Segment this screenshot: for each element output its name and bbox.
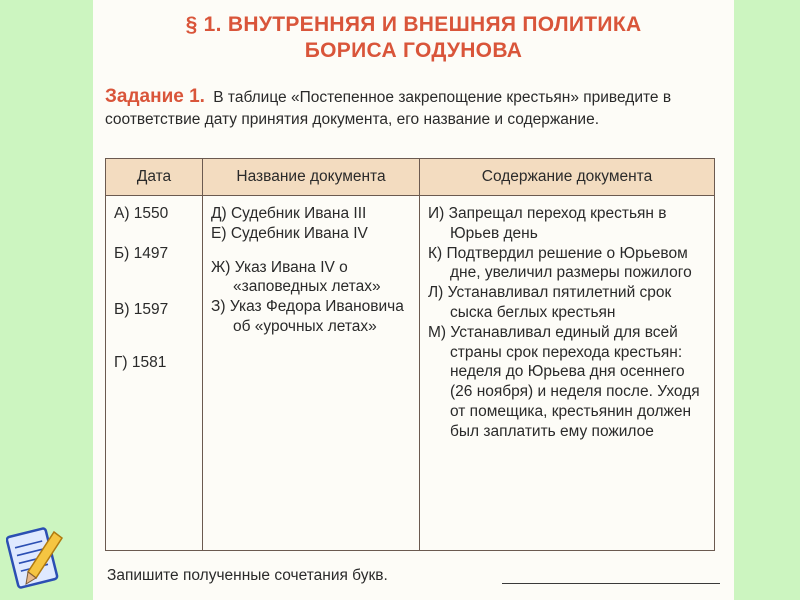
name-item <box>211 258 413 298</box>
name-item <box>211 297 413 337</box>
answer-line[interactable] <box>502 583 720 584</box>
name-text: Судебник Ивана III <box>230 205 367 222</box>
name-text: Указ Ивана IV о «заповедных летах» <box>233 258 381 296</box>
name-letter: Е) <box>211 224 227 242</box>
dates-column <box>106 196 203 551</box>
date-item: А) 1550 <box>114 205 169 222</box>
content-letter: Л) <box>428 284 444 302</box>
table-body-row <box>106 196 715 551</box>
heading-line-2: БОРИСА ГОДУНОВА <box>304 39 523 62</box>
name-letter: З) <box>211 298 226 316</box>
name-item <box>211 204 413 224</box>
content-item <box>428 323 708 442</box>
content-text: Запрещал переход крестьян в Юрьев день <box>448 205 667 242</box>
footer-instruction <box>107 567 388 585</box>
name-letter: Д) <box>211 205 227 222</box>
content-letter: И) <box>428 205 445 222</box>
content-text: Подтвердил решение о Юрьевом дне, увеличил размеры пожилого <box>446 244 692 282</box>
contents-column <box>420 196 715 551</box>
task-text: В таблице «Постепенное закрепощение крестьян» приведите в соответствие дату принятия документа, его название и содержание. <box>105 89 672 128</box>
table-header-row <box>106 159 715 196</box>
footer-text: Запишите полученные сочетания букв. <box>107 567 388 584</box>
notepad-pencil-icon <box>6 522 70 594</box>
heading-line-1: § 1. ВНУТРЕННЯЯ И ВНЕШНЯЯ ПОЛИТИКА <box>185 13 642 36</box>
date-item: Г) 1581 <box>114 354 167 372</box>
names-column <box>203 196 420 551</box>
content-text: Устанавливал пятилетний срок сыска беглых крестьян <box>447 284 672 321</box>
content-item <box>428 244 708 284</box>
task-label: Задание 1. <box>105 86 205 107</box>
section-heading <box>93 12 734 64</box>
matching-table <box>105 158 715 551</box>
header-date: Дата <box>106 159 203 196</box>
name-letter: Ж) <box>211 258 231 276</box>
content-letter: М) <box>428 323 447 341</box>
name-text: Судебник Ивана IV <box>230 224 368 242</box>
textbook-page <box>93 0 734 600</box>
name-item <box>211 224 413 244</box>
header-content: Содержание документа <box>420 159 715 196</box>
name-text: Указ Федора Ивановича об «урочных летах» <box>229 298 404 335</box>
task-block <box>105 86 717 131</box>
header-name: Название документа <box>203 159 420 196</box>
content-text: Устанавливал единый для всей страны срок перехода крестьян: неделя до Юрьева дня осеннего (26 ноября) и неделя после. Уходя от помещика, крестьянин должен был заплатить ему пожилое <box>450 323 700 440</box>
content-letter: К) <box>428 244 443 262</box>
date-item: В) 1597 <box>114 300 169 318</box>
date-item: Б) 1497 <box>114 244 169 262</box>
content-item <box>428 204 708 244</box>
content-item <box>428 283 708 323</box>
